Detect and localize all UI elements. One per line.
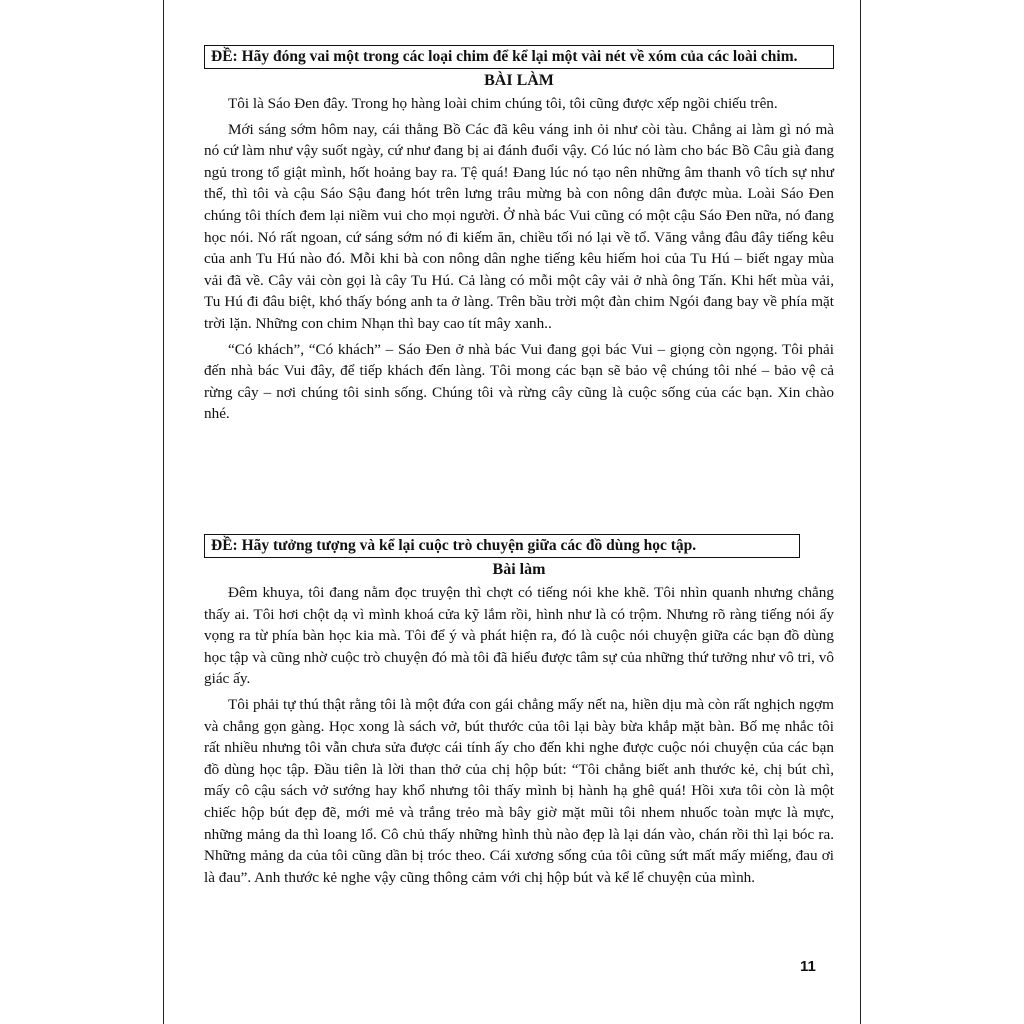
task-prompt-box: ĐỀ: Hãy tưởng tượng và kể lại cuộc trò chuyện giữa các đồ dùng học tập.	[204, 534, 800, 558]
essay-paragraph: Đêm khuya, tôi đang nằm đọc truyện thì chợt có tiếng nói khe khẽ. Tôi nhìn quanh nhưng chẳng thấy ai. Tôi hơi chột dạ vì mình khoá cửa kỹ lắm rồi, hình như là có trộm. Nhưng rõ ràng tiếng nói ấy vọng ra từ phía bàn học kia mà. Tôi để ý và phát hiện ra, đó là cuộc nói chuyện giữa các bạn đồ dùng học tập và cũng nhờ cuộc trò chuyện đó mà tôi đã hiểu được tâm sự của những thứ tưởng như vô tri, vô giác ấy.	[204, 584, 834, 688]
essay-paragraph: Mới sáng sớm hôm nay, cái thằng Bồ Các đã kêu váng inh ỏi như còi tàu. Chẳng ai làm gì nó mà nó cứ làm như vậy suốt ngày, cứ như đang bị ai đánh đuổi vậy. Có lúc nó làm cho bác Bồ Câu già đang ngủ trong tổ giật mình, hốt hoảng bay ra. Tệ quá! Đang lúc nó tạo nên những âm thanh vô tích sự như thế, thì tôi và cậu Sáo Sậu đang hót trên lưng trâu mừng bà con nông dân được mùa. Loài Sáo Đen chúng tôi thích đem lại niềm vui cho mọi người. Ở nhà bác Vui cũng có một cậu Sáo Đen nữa, nó đang học nói. Nó rất ngoan, cứ sáng sớm nó đi kiếm ăn, chiều tối nó lại về tổ. Văng vẳng đâu đây tiếng kêu của anh Tu Hú nào đó. Mỗi khi bà con nông dân nghe tiếng kêu hiếm hoi của Tu Hú – biết ngay mùa vải đã về. Cây vải còn gọi là cây Tu Hú. Cả làng có mỗi một cây vải ở nhà ông Tấn. Khi hết mùa vải, Tu Hú đi đâu biệt, khó thấy bóng anh ta ở làng. Trên bầu trời một đàn chim Ngói đang bay về phía mặt trời lặn. Những con chim Nhạn thì bay cao tít mây xanh..	[204, 120, 834, 332]
essay-heading: BÀI LÀM	[484, 72, 554, 89]
essay-paragraph: Tôi phải tự thú thật rằng tôi là một đứa con gái chẳng mấy nết na, hiền dịu mà còn rất nghịch ngợm và chẳng gọn gàng. Học xong là sách vở, bút thước của tôi lại bày bừa khắp mặt bàn. Bố mẹ nhắc tôi rất nhiều nhưng tôi vẫn chưa sửa được cái tính ấy cho đến khi nghe được cuộc nói chuyện của các bạn đồ dùng học tập. Đầu tiên là lời than thở của chị hộp bút: “Tôi chẳng biết anh thước kẻ, chị bút chì, mấy cô cậu sách vở sướng hay khổ nhưng tôi thấy mình bị hành hạ ghê quá! Hồi xưa tôi còn là một chiếc hộp bút đẹp đẽ, mới mẻ và trắng trẻo mà bây giờ mặt mũi tôi nhem nhuốc toàn mực là mực, những mảng da thì loang lổ. Cô chủ thấy những hình thù nào đẹp là lại dán vào, chán rồi thì lại bóc ra. Những mảng da của tôi cũng dần bị tróc theo. Cái xương sống của tôi cũng sứt mất mấy miếng, đau ơi là đau”. Anh thước kẻ nghe vậy cũng thông cảm với chị hộp bút và kể lể chuyện của mình.	[204, 695, 834, 886]
section-school-supplies	[204, 534, 834, 888]
essay-heading: Bài làm	[492, 561, 546, 578]
section-birds	[204, 45, 834, 425]
book-page	[163, 0, 861, 1024]
page-number: 11	[800, 958, 816, 975]
task-prompt-box: ĐỀ: Hãy đóng vai một trong các loại chim để kể lại một vài nét về xóm của các loài chim.	[204, 45, 834, 69]
essay-paragraph: Tôi là Sáo Đen đây. Trong họ hàng loài chim chúng tôi, tôi cũng được xếp ngồi chiếu trên.	[228, 95, 778, 112]
essay-paragraph: “Có khách”, “Có khách” – Sáo Đen ở nhà bác Vui đang gọi bác Vui – giọng còn ngọng. Tôi phải đến nhà bác Vui đây, để tiếp khách đến làng. Tôi mong các bạn sẽ bảo vệ chúng tôi nhé – bảo vệ cả rừng cây – nơi chúng tôi sinh sống. Chúng tôi và rừng cây cũng là cuộc sống của các bạn. Xin chào nhé.	[204, 340, 834, 423]
